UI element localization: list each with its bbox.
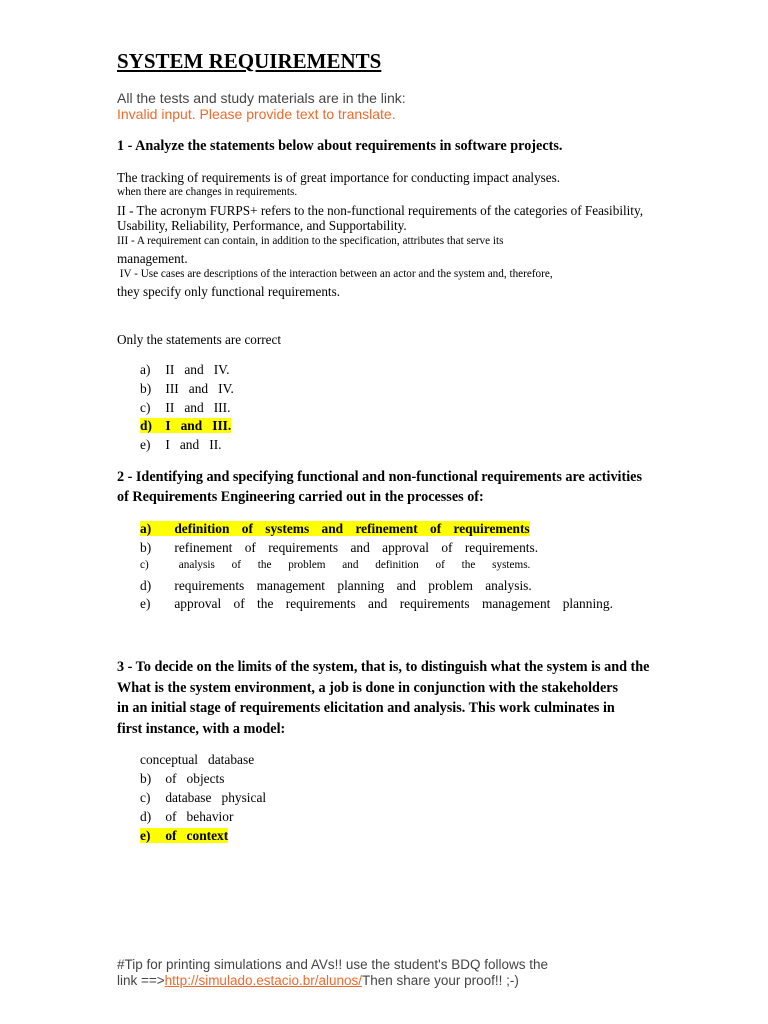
q2-option-e: e) approval of the requirements and requirements management planning. bbox=[140, 596, 613, 611]
footer-tip: #Tip for printing simulations and AVs!! use the student's BDQ follows the bbox=[117, 957, 549, 972]
question-2-line: of Requirements Engineering carried out in the processes of: bbox=[117, 489, 484, 505]
simulado-link[interactable]: http://simulado.estacio.br/alunos/ bbox=[164, 973, 363, 988]
q1-option-d-correct: d) I and III. bbox=[140, 418, 232, 433]
q2-option-a-correct: a) definition of systems and refinement of requirements bbox=[140, 521, 530, 536]
q1-option-c: c) II and III. bbox=[140, 400, 231, 415]
q1-statement-line: IV - Use cases are descriptions of the interaction between an actor and the system and, therefore, bbox=[117, 268, 553, 280]
intro-warning: Invalid input. Please provide text to translate. bbox=[117, 106, 396, 122]
q1-statement-line: II - The acronym FURPS+ refers to the non-functional requirements of the categories of Feasibility, bbox=[117, 203, 644, 218]
question-3-line: first instance, with a model: bbox=[117, 721, 286, 737]
q1-prompt: Only the statements are correct bbox=[117, 332, 282, 347]
question-3-line: What is the system environment, a job is done in conjunction with the stakeholders bbox=[117, 680, 619, 696]
q1-statement-line: III - A requirement can contain, in addition to the specification, attributes that serve its bbox=[117, 235, 504, 247]
q2-option-c: c) analysis of the problem and definition of the systems. bbox=[140, 559, 531, 571]
q1-statement-line: Usability, Reliability, Performance, and Supportability. bbox=[117, 218, 407, 233]
q2-option-d: d) requirements management planning and problem analysis. bbox=[140, 578, 532, 593]
page-title: SYSTEM REQUIREMENTS bbox=[117, 49, 382, 73]
q1-option-b: b) III and IV. bbox=[140, 381, 234, 396]
q1-option-e: e) I and II. bbox=[140, 437, 222, 452]
q1-statement-line: they specify only functional requirements. bbox=[117, 284, 341, 299]
q3-option-b: b) of objects bbox=[140, 771, 225, 786]
q2-option-b: b) refinement of requirements and approval of requirements. bbox=[140, 540, 539, 555]
question-3-line: in an initial stage of requirements elicitation and analysis. This work culminates in bbox=[117, 700, 615, 716]
q3-option-d: d) of behavior bbox=[140, 809, 234, 824]
q1-statement-line: when there are changes in requirements. bbox=[117, 186, 298, 198]
q3-option-c: c) database physical bbox=[140, 790, 267, 805]
q1-option-a: a) II and IV. bbox=[140, 362, 230, 377]
q3-option-e-correct: e) of context bbox=[140, 828, 229, 843]
q1-statement-line: The tracking of requirements is of great importance for conducting impact analyses. bbox=[117, 170, 561, 185]
intro-line: All the tests and study materials are in the link: bbox=[117, 90, 406, 106]
question-1: 1 - Analyze the statements below about requirements in software projects. bbox=[117, 138, 563, 154]
q1-statement-line: management. bbox=[117, 251, 188, 266]
question-3-line: 3 - To decide on the limits of the system, that is, to distinguish what the system is and the bbox=[117, 659, 650, 675]
q3-option-a: conceptual database bbox=[140, 752, 255, 767]
footer-link-line: link ==>http://simulado.estacio.br/alunos/Then share your proof!! ;-) bbox=[117, 973, 519, 988]
question-2-line: 2 - Identifying and specifying functional and non-functional requirements are activities bbox=[117, 469, 642, 485]
